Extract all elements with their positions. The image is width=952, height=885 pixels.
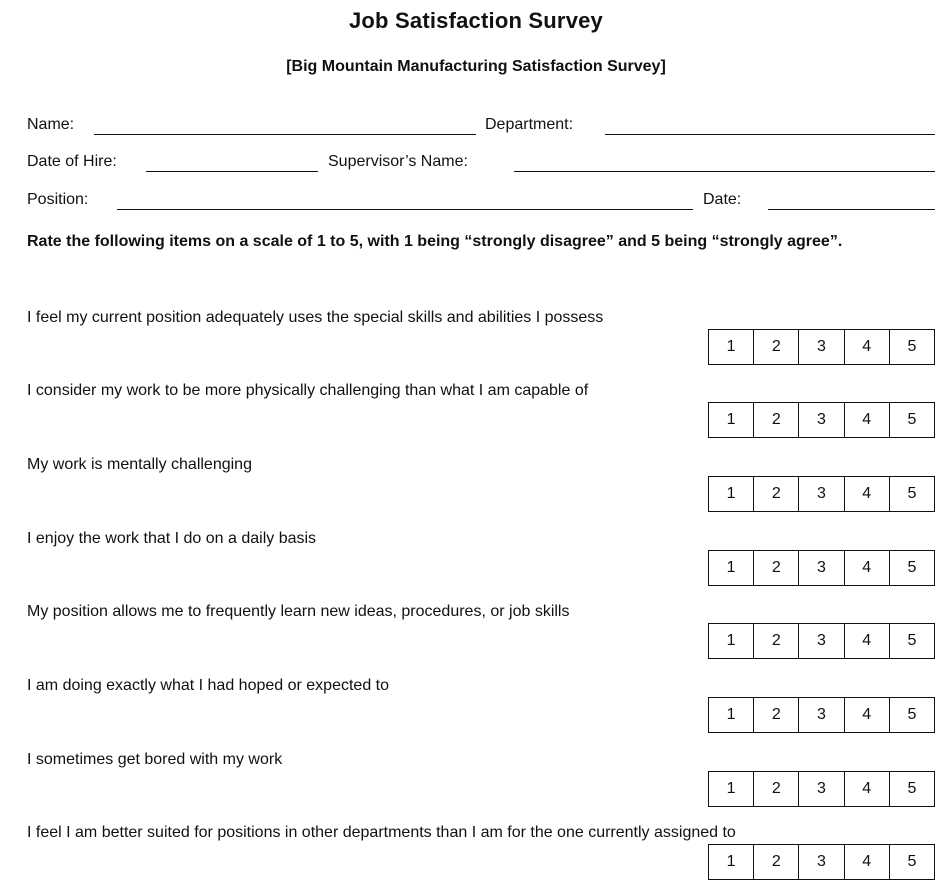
rating-option-2[interactable]: 2: [753, 698, 798, 732]
rating-scale: [708, 771, 935, 807]
supervisor-field[interactable]: [514, 171, 935, 172]
date-field[interactable]: [768, 209, 935, 210]
rating-option-1[interactable]: 1: [726, 485, 736, 502]
rating-option-1[interactable]: 1: [726, 853, 736, 870]
rating-option-2[interactable]: 2: [753, 551, 798, 585]
rating-option-3[interactable]: 3: [798, 330, 843, 364]
rating-option-1[interactable]: 1: [726, 706, 736, 723]
rating-option-5[interactable]: 5: [889, 551, 934, 585]
rating-scale: [708, 476, 935, 512]
rating-scale: [708, 697, 935, 733]
rating-option-3[interactable]: 3: [798, 551, 843, 585]
rating-option-4[interactable]: 4: [844, 698, 889, 732]
rating-option-2[interactable]: 2: [753, 477, 798, 511]
rating-option-4[interactable]: 4: [844, 403, 889, 437]
question-text: I consider my work to be more physically challenging than what I am capable of: [27, 382, 589, 399]
survey-subtitle: [Big Mountain Manufacturing Satisfaction Survey]: [286, 58, 666, 75]
rating-option-2[interactable]: 2: [753, 772, 798, 806]
question-text: I sometimes get bored with my work: [27, 751, 283, 768]
rating-scale: [708, 623, 935, 659]
rating-option-3[interactable]: 3: [798, 698, 843, 732]
rating-option-3[interactable]: 3: [798, 772, 843, 806]
question-text: My work is mentally challenging: [27, 456, 252, 473]
rating-option-3[interactable]: 3: [798, 477, 843, 511]
rating-option-3[interactable]: 3: [798, 403, 843, 437]
rating-option-1[interactable]: 1: [726, 780, 736, 797]
rating-option-4[interactable]: 4: [844, 330, 889, 364]
rating-option-4[interactable]: 4: [844, 551, 889, 585]
rating-option-1[interactable]: 1: [726, 632, 736, 649]
question-text: I feel my current position adequately uses the special skills and abilities I possess: [27, 309, 604, 326]
rating-option-5[interactable]: 5: [889, 772, 934, 806]
question-text: My position allows me to frequently learn new ideas, procedures, or job skills: [27, 603, 570, 620]
rating-scale: [708, 550, 935, 586]
survey-title: Job Satisfaction Survey: [348, 8, 603, 33]
rating-scale: [708, 844, 935, 880]
rating-option-5[interactable]: 5: [889, 330, 934, 364]
rating-option-4[interactable]: 4: [844, 845, 889, 879]
position-label: Position:: [27, 191, 89, 208]
department-label: Department:: [485, 116, 574, 133]
rating-scale: [708, 402, 935, 438]
rating-option-5[interactable]: 5: [889, 477, 934, 511]
hire-date-field[interactable]: [146, 171, 318, 172]
rating-option-5[interactable]: 5: [889, 403, 934, 437]
hire-date-label: Date of Hire:: [27, 153, 117, 170]
rating-option-5[interactable]: 5: [889, 624, 934, 658]
rating-option-2[interactable]: 2: [753, 624, 798, 658]
rating-option-5[interactable]: 5: [889, 698, 934, 732]
question-text: I feel I am better suited for positions in other departments than I am for the one currently assigned to: [27, 824, 736, 841]
name-field[interactable]: [94, 134, 476, 135]
rating-instructions: Rate the following items on a scale of 1 to 5, with 1 being “strongly disagree” and 5 being “strongly agree”.: [27, 233, 843, 250]
rating-option-3[interactable]: 3: [798, 624, 843, 658]
rating-option-2[interactable]: 2: [753, 845, 798, 879]
rating-scale: [708, 329, 935, 365]
rating-option-4[interactable]: 4: [844, 624, 889, 658]
supervisor-label: Supervisor’s Name:: [328, 153, 468, 170]
rating-option-1[interactable]: 1: [726, 559, 736, 576]
date-label: Date:: [703, 191, 742, 208]
name-label: Name:: [27, 116, 75, 133]
rating-option-4[interactable]: 4: [844, 477, 889, 511]
rating-option-3[interactable]: 3: [798, 845, 843, 879]
rating-option-4[interactable]: 4: [844, 772, 889, 806]
rating-option-2[interactable]: 2: [753, 403, 798, 437]
rating-option-1[interactable]: 1: [726, 411, 736, 428]
position-field[interactable]: [117, 209, 693, 210]
rating-option-2[interactable]: 2: [753, 330, 798, 364]
rating-option-5[interactable]: 5: [889, 845, 934, 879]
question-text: I enjoy the work that I do on a daily basis: [27, 530, 317, 547]
question-text: I am doing exactly what I had hoped or expected to: [27, 677, 390, 694]
department-field[interactable]: [605, 134, 935, 135]
rating-option-1[interactable]: 1: [726, 338, 736, 355]
